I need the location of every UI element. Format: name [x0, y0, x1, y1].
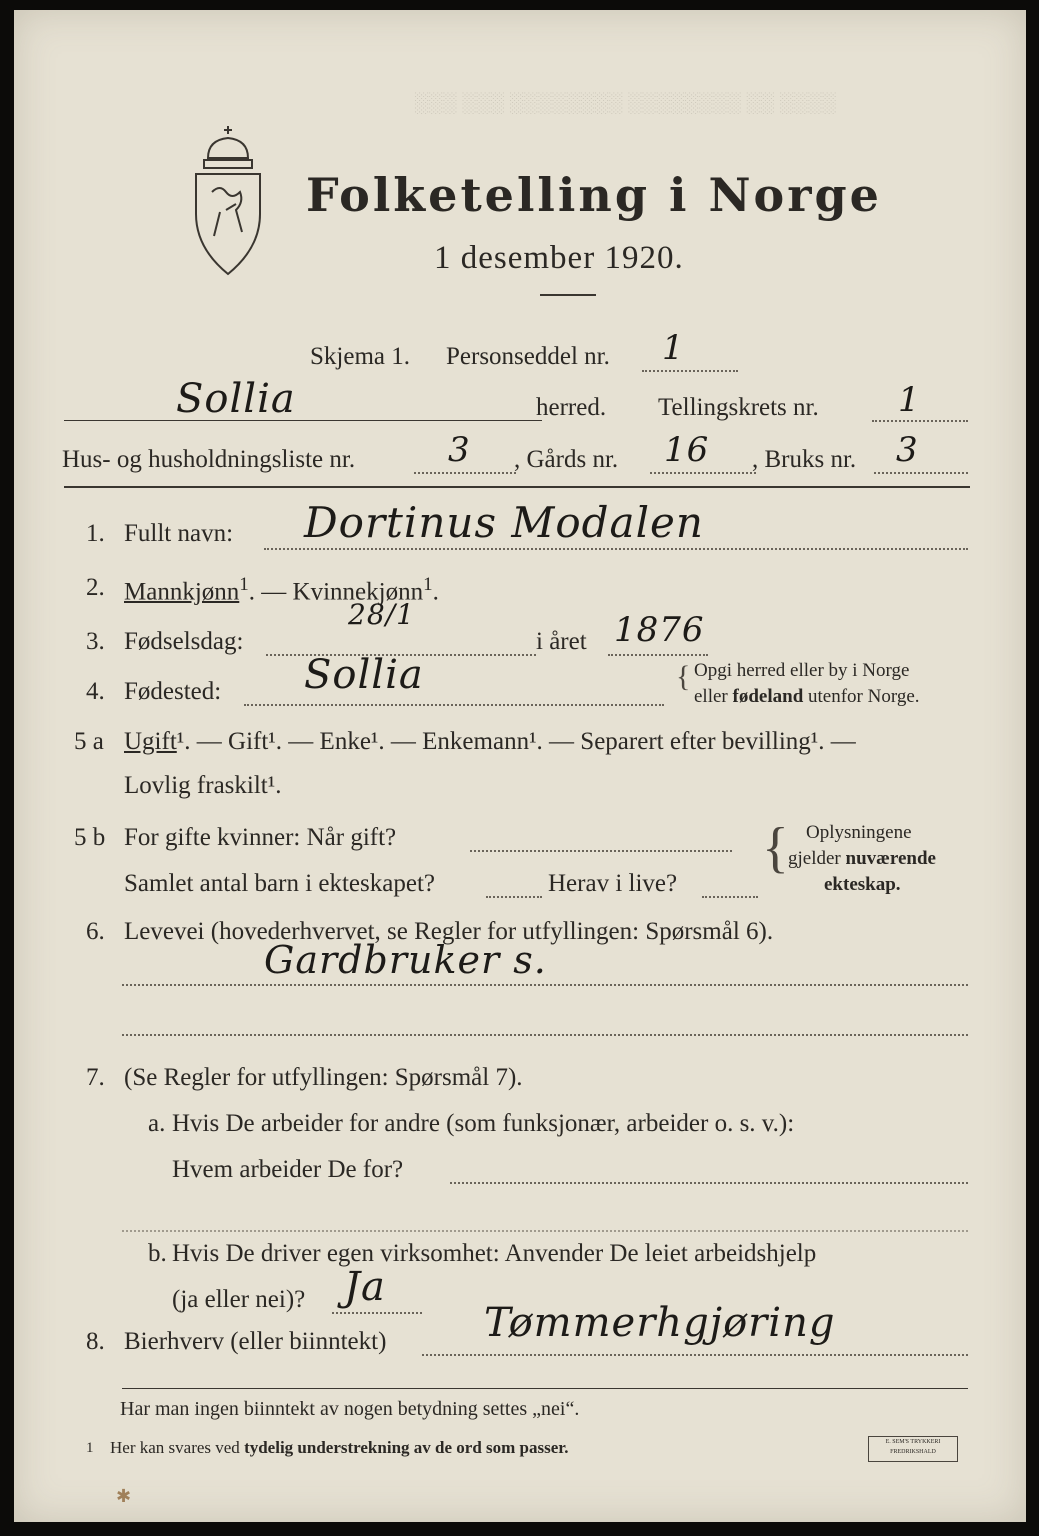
birthday-value[interactable]: 28/1	[348, 598, 415, 631]
hus-label: Hus- og husholdningsliste nr.	[62, 446, 356, 473]
gards-value[interactable]: 16	[664, 430, 710, 470]
q5b-note2: gjelder nuværende	[788, 848, 936, 869]
q5b-line1: For gifte kvinner: Når gift?	[124, 824, 397, 851]
footnote-number: 1	[86, 1440, 94, 1456]
gards-label: , Gårds nr.	[514, 446, 619, 473]
birthplace-line	[244, 704, 664, 706]
bleed-through-text: ░░░ ░░░ ░░░░░░░░ ░░░░░░░░ ░░ ░░░░	[414, 92, 836, 114]
q4-label: Fødested:	[124, 678, 222, 705]
birth-year-value[interactable]: 1876	[614, 610, 705, 650]
marital-status-options: Ugift¹. — Gift¹. — Enke¹. — Enkemann¹. — Separert efter bevilling¹. —	[124, 728, 856, 755]
herred-label: herred.	[536, 394, 607, 421]
male-option[interactable]: Mannkjønn	[124, 578, 240, 606]
q5b-note3: ekteskap.	[824, 874, 901, 895]
q5b-children-label: Samlet antal barn i ekteskapet?	[124, 870, 435, 897]
occupation-line2	[122, 1034, 968, 1036]
employer-line[interactable]	[450, 1182, 968, 1184]
q4-number: 4.	[86, 678, 105, 705]
q7b-number: b.	[148, 1240, 167, 1267]
tellingskrets-label: Tellingskrets nr.	[658, 394, 819, 421]
birthplace-note-line2: eller fødeland utenfor Norge.	[694, 686, 920, 707]
hired-help-line	[332, 1312, 422, 1314]
coat-of-arms-icon	[182, 122, 274, 282]
stain-mark-icon: ✱	[116, 1486, 132, 1506]
census-date: 1 desember 1920.	[434, 240, 684, 276]
q7b-line1: Hvis De driver egen virksomhet: Anvender De leiet arbeidshjelp	[172, 1240, 817, 1267]
q5b-note1: Oplysningene	[806, 822, 912, 843]
occupation-value[interactable]: Gardbruker s.	[264, 938, 547, 982]
children-alive-line[interactable]	[702, 896, 758, 898]
bruks-label: , Bruks nr.	[752, 446, 857, 473]
footer-separator	[122, 1388, 968, 1389]
hired-help-value[interactable]: Ja	[344, 1264, 386, 1310]
personseddel-value[interactable]: 1	[662, 328, 685, 368]
personseddel-label: Personseddel nr.	[446, 343, 610, 370]
q7a-number: a.	[148, 1110, 166, 1137]
no-income-note: Har man ingen biinntekt av nogen betydning settes „nei“.	[120, 1398, 580, 1420]
census-form-page	[14, 10, 1026, 1522]
footnote-text: Her kan svares ved tydelig understrekning av de ord som passer.	[110, 1438, 569, 1457]
herred-value[interactable]: Sollia	[176, 376, 296, 422]
form-title: Folketelling i Norge	[306, 168, 882, 222]
q5b-number: 5 b	[74, 824, 106, 851]
year-label: i året	[536, 628, 587, 655]
title-divider	[540, 294, 596, 296]
q1-number: 1.	[86, 520, 105, 547]
ugift-option[interactable]: Ugift	[124, 728, 177, 755]
q1-line	[264, 548, 968, 550]
q8-number: 8.	[86, 1328, 105, 1355]
q2-number: 2.	[86, 574, 105, 601]
schema-label: Skjema 1.	[310, 343, 410, 370]
year-line	[608, 654, 708, 656]
secondary-income-line	[422, 1354, 968, 1356]
personseddel-line	[642, 370, 738, 372]
q2-sex-options: Mannkjønn$^1$. — Kvinnekjønn$^1$.	[124, 574, 439, 606]
marital-status-line2[interactable]: Lovlig fraskilt¹.	[124, 772, 282, 799]
brace-icon: {	[762, 817, 789, 879]
tellingskrets-line	[872, 420, 968, 422]
tellingskrets-value[interactable]: 1	[898, 380, 921, 420]
occupation-line1	[122, 984, 968, 986]
hus-line	[414, 472, 516, 474]
employer-line2	[122, 1230, 968, 1232]
married-when-line[interactable]	[470, 850, 732, 852]
header-separator	[64, 486, 970, 488]
q7a-line1: Hvis De arbeider for andre (som funksjonær, arbeider o. s. v.):	[172, 1110, 795, 1137]
herred-line	[64, 420, 542, 421]
bruks-value[interactable]: 3	[896, 430, 919, 470]
full-name-value[interactable]: Dortinus Modalen	[304, 498, 704, 547]
q7b-line2: (ja eller nei)?	[172, 1286, 306, 1313]
q5a-number: 5 a	[74, 728, 104, 755]
printer-stamp: E. SEM'S TRYKKERI FREDRIKSHALD	[868, 1436, 958, 1462]
q3-number: 3.	[86, 628, 105, 655]
q7-label: (Se Regler for utfyllingen: Spørsmål 7).	[124, 1064, 523, 1091]
q6-label: Levevei (hovederhvervet, se Regler for utfyllingen: Spørsmål 6).	[124, 918, 774, 945]
brace-icon: {	[676, 660, 691, 693]
bruks-line	[874, 472, 968, 474]
secondary-income-value[interactable]: Tømmerhgjøring	[484, 1300, 836, 1346]
q3-label: Fødselsdag:	[124, 628, 244, 655]
gards-line	[650, 472, 756, 474]
q7a-line2: Hvem arbeider De for?	[172, 1156, 404, 1183]
hus-value[interactable]: 3	[448, 430, 471, 470]
q6-number: 6.	[86, 918, 105, 945]
q5b-alive-label: Herav i live?	[548, 870, 678, 897]
birthplace-note-line1: Opgi herred eller by i Norge	[694, 660, 910, 681]
q8-label: Bierhverv (eller biinntekt)	[124, 1328, 387, 1355]
female-option[interactable]: Kvinnekjønn	[292, 578, 424, 606]
q7-number: 7.	[86, 1064, 105, 1091]
q1-label: Fullt navn:	[124, 520, 234, 547]
children-count-line[interactable]	[486, 896, 542, 898]
birthplace-value[interactable]: Sollia	[304, 652, 424, 698]
